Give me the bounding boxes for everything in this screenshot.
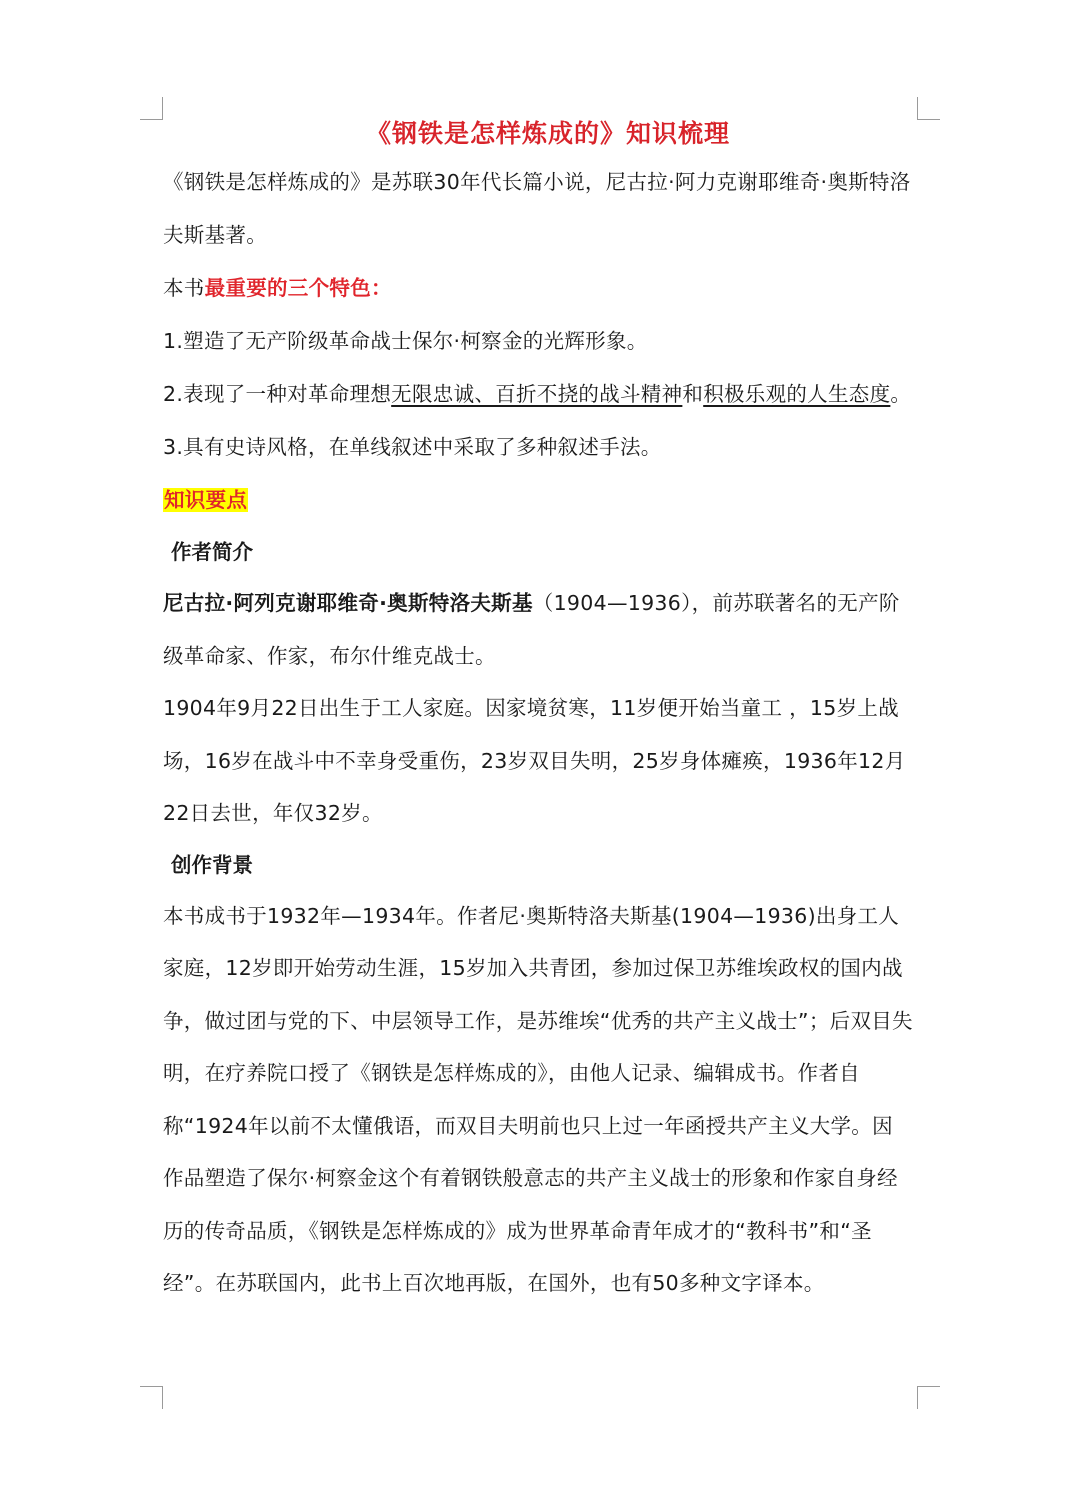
author-name: 尼古拉·阿列克谢耶维奇·奥斯特洛夫斯基 (163, 591, 533, 615)
feature-item-2 (163, 368, 913, 421)
feature-item-2-a: 2.表现了一种对革命理想 (163, 382, 392, 406)
document-page (163, 112, 913, 1310)
crop-mark-bottom-left (140, 1386, 163, 1409)
features-lead: 本书 (163, 276, 205, 300)
intro-paragraph: 《钢铁是怎样炼成的》是苏联30年代长篇小说，尼古拉·阿力克谢耶维奇·奥斯特洛夫斯基著。 (163, 170, 911, 247)
page-title: 《钢铁是怎样炼成的》知识梳理 (365, 119, 730, 148)
feature-item-3: 3.具有史诗风格，在单线叙述中采取了多种叙述手法。 (163, 435, 662, 459)
author-desc: （1904—1936），前苏联著名的无产阶级革命家、作家，布尔什维克战士。 (163, 591, 900, 668)
crop-mark-top-left (140, 97, 163, 120)
crop-mark-bottom-right (917, 1386, 940, 1409)
feature-item-2-e: 。 (890, 382, 912, 406)
crop-mark-top-right (917, 97, 940, 120)
knowledge-heading: 知识要点 (164, 488, 248, 512)
author-heading: 作者简介 (171, 540, 253, 564)
knowledge-heading-line (163, 474, 913, 527)
feature-item-1: 1.塑造了无产阶级革命战士保尔·柯察金的光辉形象。 (163, 329, 648, 353)
feature-item-2-d: 积极乐观的人生态度 (703, 382, 891, 406)
features-highlight: 最重要的三个特色： (204, 276, 392, 300)
features-heading (163, 262, 913, 315)
feature-item-2-c: 和 (682, 382, 704, 406)
background-heading: 创作背景 (171, 852, 253, 877)
feature-item-2-b: 无限忠诚、百折不挠的战斗精神 (391, 382, 683, 406)
background-text: 本书成书于1932年—1934年。作者尼·奥斯特洛夫斯基(1904—1936)出身工人家庭，12岁即开始劳动生涯，15岁加入共青团，参加过保卫苏维埃政权的国内战争，做过团与党的下、中层领导工作，是苏维埃“优秀的共产主义战士”；后双目失明，在疗养院口授了《钢铁是怎样炼成的》，由他人记录、编辑成书。作者自称“1924年以前不太懂俄语，而双目夫明前也只上过一年函授共产主义大学。因作品塑造了保尔·柯察金这个有着钢铁般意志的共产主义战士的形象和作家自身经历的传奇品质，《钢铁是怎样炼成的》成为世界革命青年成才的“教科书”和“圣经”。在苏联国内，此书上百次地再版，在国外，也有50多种文字译本。 (163, 903, 913, 1295)
author-intro (163, 577, 913, 682)
author-bio: 1904年9月22日出生于工人家庭。因家境贫寒，11岁便开始当童工 ，15岁上战场，16岁在战斗中不幸身受重伤，23岁双目失明，25岁身体瘫痪，1936年12月22日去世，年仅32岁。 (163, 696, 906, 825)
